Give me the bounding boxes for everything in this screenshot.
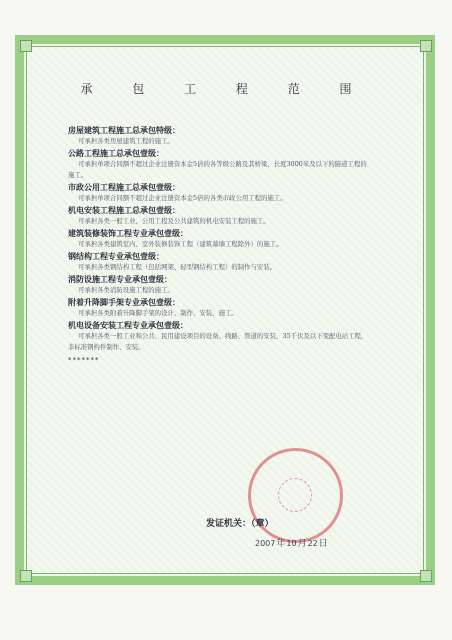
scope-heading: 市政公用工程施工总承包壹级：	[68, 183, 180, 192]
scope-description: 可承担各类消防设施工程的施工。	[78, 286, 174, 294]
issue-month: 10	[286, 539, 297, 548]
issue-date	[255, 536, 355, 549]
scope-description: 可承担各类附着升降脚手架的设计、制作、安装、施工。	[78, 309, 238, 317]
seal-emblem-icon	[278, 478, 312, 512]
scope-heading: 附着升降脚手架专业承包壹级：	[68, 298, 180, 307]
scope-heading: 建筑装修装饰工程专业承包壹级：	[68, 229, 188, 238]
scope-description: 可承担单项合同额不超过企业注册资本金5倍的各等级公路及其桥梁、长度3000米及以下的隧道工程的施工。	[68, 160, 367, 179]
year-unit: 年	[276, 539, 286, 549]
issue-day: 22	[307, 539, 318, 548]
issuer-label: 发证机关：（章）	[206, 519, 274, 529]
day-unit: 日	[318, 539, 328, 549]
scope-heading: 钢结构工程专业承包壹级：	[68, 252, 164, 261]
scope-description: 可承担各类钢结构工程（包括网架、轻型钢结构工程）的制作与安装。	[78, 263, 277, 271]
corner-ornament-bottom-left	[20, 570, 32, 582]
page-title: 承 包 工 程 范 围	[80, 82, 370, 96]
scope-description: 可承担单项合同额不超过企业注册资本金5倍的各类市政公用工程的施工。	[78, 194, 287, 202]
scope-heading: 房屋建筑工程施工总承包特级：	[68, 126, 180, 135]
month-unit: 月	[297, 539, 307, 549]
scope-description: 可承担各类一般工业和公共、民用建设项目的设备、线路、管道的安装，35千伏及以下变配电站工程，非标准钢构件制作、安装。	[68, 332, 368, 351]
scope-description: 可承担各类一般工业、公用工程及公共建筑的机电安装工程的施工。	[78, 217, 270, 225]
corner-ornament-top-left	[20, 40, 32, 52]
issue-year: 2007	[255, 539, 276, 548]
scope-description: 可承担各类房屋建筑工程的施工。	[78, 137, 174, 145]
scope-heading: 公路工程施工总承包壹级：	[68, 149, 164, 158]
scope-list	[68, 125, 368, 364]
corner-ornament-bottom-right	[420, 570, 432, 582]
scope-description: 可承担各类建筑室内、室外装修装饰工程（建筑幕墙工程除外）的施工。	[78, 240, 283, 248]
end-marker-stars: *******	[68, 356, 100, 364]
scope-heading: 机电安装工程施工总承包壹级：	[68, 206, 180, 215]
scope-heading: 机电设备安装工程专业承包壹级：	[68, 321, 188, 330]
corner-ornament-top-right	[420, 40, 432, 52]
scope-heading: 消防设施工程专业承包壹级：	[68, 275, 172, 284]
